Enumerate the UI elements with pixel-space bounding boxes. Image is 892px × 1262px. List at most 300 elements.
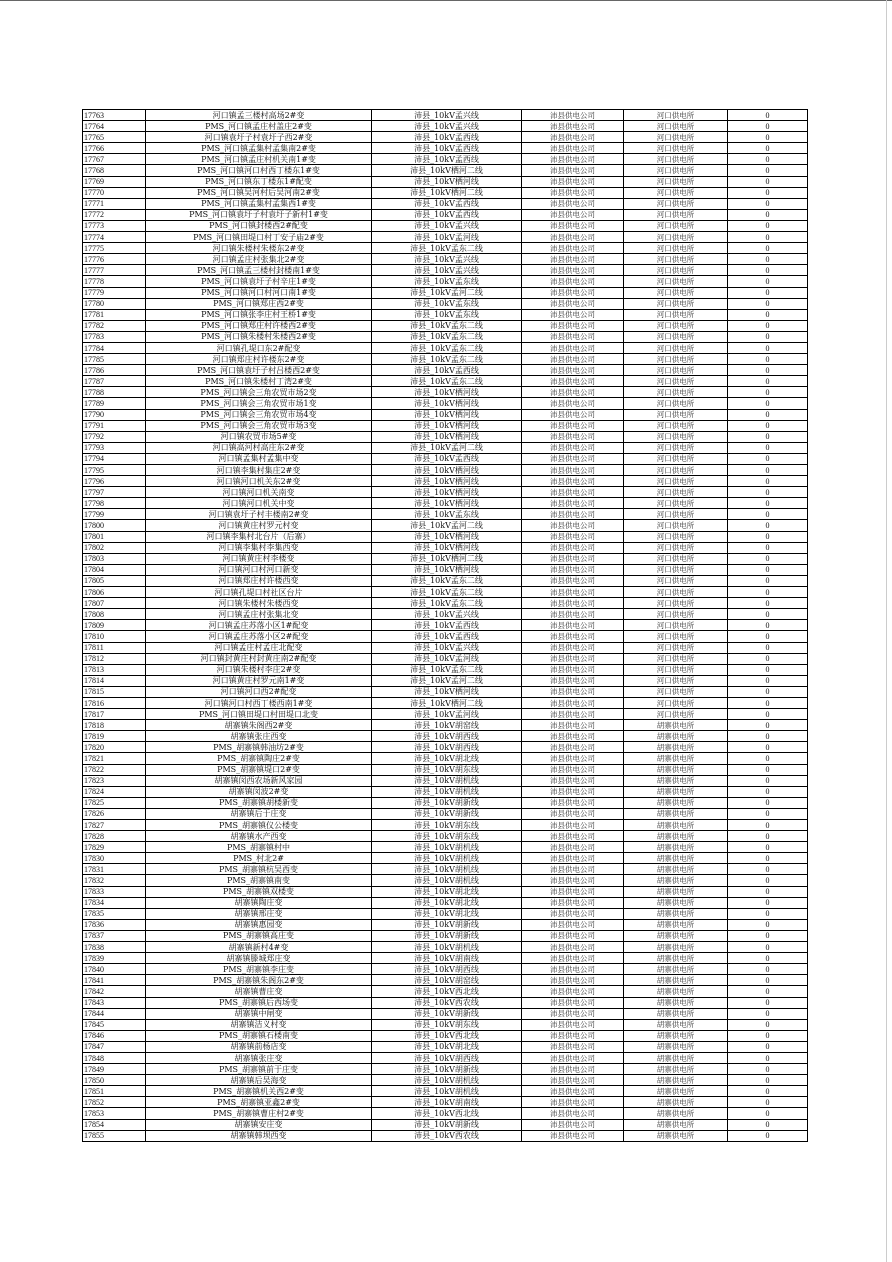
line-name: 沛县_10kV胡机线	[372, 1075, 522, 1086]
line-name: 沛县_10kV胡东线	[372, 831, 522, 842]
station-name: 河口供电所	[624, 387, 728, 398]
company-name: 沛县供电公司	[522, 487, 624, 498]
load-value: 0	[728, 143, 808, 154]
table-row	[83, 176, 808, 187]
company-name: 沛县供电公司	[522, 387, 624, 398]
load-value: 0	[728, 1019, 808, 1030]
table-row	[83, 742, 808, 753]
transformer-name: 河口镇李集村北台片（后寨）	[146, 531, 372, 542]
transformer-name: 河口镇袁圩子村丰楼南2#变	[146, 509, 372, 520]
load-value: 0	[728, 198, 808, 209]
table-row	[83, 387, 808, 398]
line-name: 沛县_10kV胡机线	[372, 786, 522, 797]
station-name: 胡寨供电所	[624, 1097, 728, 1108]
line-name: 沛县_10kV胡东线	[372, 820, 522, 831]
line-name: 沛县_10kV孟河线	[372, 709, 522, 720]
station-name: 河口供电所	[624, 254, 728, 265]
station-name: 河口供电所	[624, 132, 728, 143]
row-id: 17838	[83, 942, 146, 953]
row-id: 17787	[83, 376, 146, 387]
row-id: 17831	[83, 864, 146, 875]
line-name: 沛县_10kV胡机线	[372, 875, 522, 886]
company-name: 沛县供电公司	[522, 1108, 624, 1119]
company-name: 沛县供电公司	[522, 376, 624, 387]
line-name: 沛县_10kV胡新线	[372, 1119, 522, 1130]
table-row	[83, 165, 808, 176]
station-name: 河口供电所	[624, 110, 728, 121]
table-row	[83, 1041, 808, 1052]
company-name: 沛县供电公司	[522, 1097, 624, 1108]
load-value: 0	[728, 387, 808, 398]
row-id: 17770	[83, 187, 146, 198]
company-name: 沛县供电公司	[522, 875, 624, 886]
station-name: 胡寨供电所	[624, 1086, 728, 1097]
company-name: 沛县供电公司	[522, 1052, 624, 1063]
company-name: 沛县供电公司	[522, 442, 624, 453]
transformer-name: 河口镇河口村西丁楼西南1#变	[146, 697, 372, 708]
row-id: 17766	[83, 143, 146, 154]
line-name: 沛县_10kV栖河线	[372, 465, 522, 476]
company-name: 沛县供电公司	[522, 975, 624, 986]
row-id: 17792	[83, 431, 146, 442]
row-id: 17771	[83, 198, 146, 209]
load-value: 0	[728, 132, 808, 143]
line-name: 沛县_10kV孟西线	[372, 154, 522, 165]
transformer-name: PMS_河口镇吴河村后吴河南2#变	[146, 187, 372, 198]
table-row	[83, 431, 808, 442]
transformer-name: 河口镇高河村高庄东2#变	[146, 442, 372, 453]
station-name: 胡寨供电所	[624, 953, 728, 964]
line-name: 沛县_10kV孟兴线	[372, 254, 522, 265]
load-value: 0	[728, 309, 808, 320]
transformer-name: PMS_胡寨镇堤口2#变	[146, 764, 372, 775]
row-id: 17853	[83, 1108, 146, 1119]
row-id: 17822	[83, 764, 146, 775]
station-name: 胡寨供电所	[624, 986, 728, 997]
station-name: 河口供电所	[624, 664, 728, 675]
transformer-name: PMS_河口镇袁圩子村袁圩子新村1#变	[146, 209, 372, 220]
transformer-name: 胡寨镇后吴海变	[146, 1075, 372, 1086]
transformer-name: 河口镇封黄庄村封黄庄南2#配变	[146, 653, 372, 664]
table-row	[83, 720, 808, 731]
table-row	[83, 320, 808, 331]
station-name: 河口供电所	[624, 564, 728, 575]
transformer-name: 河口镇朱楼村李庄2#变	[146, 664, 372, 675]
line-name: 沛县_10kV孟兴线	[372, 265, 522, 276]
company-name: 沛县供电公司	[522, 1130, 624, 1141]
row-id: 17778	[83, 276, 146, 287]
load-value: 0	[728, 953, 808, 964]
transformer-name: 河口镇郑庄村许楼西变	[146, 575, 372, 586]
line-name: 沛县_10kV孟西线	[372, 365, 522, 376]
load-value: 0	[728, 753, 808, 764]
station-name: 河口供电所	[624, 187, 728, 198]
load-value: 0	[728, 176, 808, 187]
transformer-name: PMS_胡寨镇石楼南变	[146, 1030, 372, 1041]
load-value: 0	[728, 997, 808, 1008]
load-value: 0	[728, 897, 808, 908]
table-row	[83, 243, 808, 254]
line-name: 沛县_10kV栖河线	[372, 498, 522, 509]
transformer-table-body	[83, 110, 808, 1142]
transformer-name: 河口镇河口村河口新变	[146, 564, 372, 575]
table-row	[83, 753, 808, 764]
table-row	[83, 453, 808, 464]
company-name: 沛县供电公司	[522, 409, 624, 420]
row-id: 17795	[83, 465, 146, 476]
transformer-name: PMS_胡寨镇朱阁东2#变	[146, 975, 372, 986]
transformer-name: PMS_胡寨镇双楼变	[146, 886, 372, 897]
line-name: 沛县_10kV胡新线	[372, 1064, 522, 1075]
transformer-name: 河口镇孟庄苏落小区2#配变	[146, 631, 372, 642]
company-name: 沛县供电公司	[522, 587, 624, 598]
station-name: 河口供电所	[624, 354, 728, 365]
table-row	[83, 1086, 808, 1097]
load-value: 0	[728, 1041, 808, 1052]
table-row	[83, 1108, 808, 1119]
transformer-name: 胡寨镇韩坝西变	[146, 1130, 372, 1141]
line-name: 沛县_10kV胡东线	[372, 764, 522, 775]
table-row	[83, 198, 808, 209]
table-row	[83, 820, 808, 831]
load-value: 0	[728, 442, 808, 453]
load-value: 0	[728, 409, 808, 420]
row-id: 17796	[83, 476, 146, 487]
line-name: 沛县_10kV胡窑线	[372, 720, 522, 731]
load-value: 0	[728, 764, 808, 775]
row-id: 17810	[83, 631, 146, 642]
load-value: 0	[728, 864, 808, 875]
station-name: 河口供电所	[624, 465, 728, 476]
row-id: 17852	[83, 1097, 146, 1108]
line-name: 沛县_10kV胡机线	[372, 842, 522, 853]
transformer-name: PMS_河口镇袁圩子村辛庄1#变	[146, 276, 372, 287]
row-id: 17833	[83, 886, 146, 897]
line-name: 沛县_10kV孟兴线	[372, 609, 522, 620]
company-name: 沛县供电公司	[522, 808, 624, 819]
row-id: 17776	[83, 254, 146, 265]
load-value: 0	[728, 121, 808, 132]
load-value: 0	[728, 686, 808, 697]
line-name: 沛县_10kV栖河线	[372, 431, 522, 442]
station-name: 胡寨供电所	[624, 964, 728, 975]
row-id: 17817	[83, 709, 146, 720]
line-name: 沛县_10kV西北线	[372, 1030, 522, 1041]
station-name: 胡寨供电所	[624, 820, 728, 831]
row-id: 17836	[83, 919, 146, 930]
transformer-name: 河口镇黄庄村罗元村变	[146, 520, 372, 531]
load-value: 0	[728, 1008, 808, 1019]
load-value: 0	[728, 553, 808, 564]
station-name: 河口供电所	[624, 154, 728, 165]
company-name: 沛县供电公司	[522, 653, 624, 664]
load-value: 0	[728, 354, 808, 365]
transformer-name: 胡寨镇陶庄变	[146, 897, 372, 908]
load-value: 0	[728, 265, 808, 276]
load-value: 0	[728, 342, 808, 353]
company-name: 沛县供电公司	[522, 354, 624, 365]
line-name: 沛县_10kV栖河二线	[372, 697, 522, 708]
table-row	[83, 886, 808, 897]
station-name: 胡寨供电所	[624, 1041, 728, 1052]
line-name: 沛县_10kV胡西线	[372, 742, 522, 753]
line-name: 沛县_10kV栖河二线	[372, 553, 522, 564]
company-name: 沛县供电公司	[522, 1008, 624, 1019]
station-name: 胡寨供电所	[624, 942, 728, 953]
load-value: 0	[728, 376, 808, 387]
table-row	[83, 1119, 808, 1130]
row-id: 17788	[83, 387, 146, 398]
company-name: 沛县供电公司	[522, 365, 624, 376]
line-name: 沛县_10kV孟西线	[372, 209, 522, 220]
station-name: 胡寨供电所	[624, 753, 728, 764]
transformer-name: PMS_河口镇封楼西2#配变	[146, 220, 372, 231]
line-name: 沛县_10kV栖河线	[372, 176, 522, 187]
table-row	[83, 542, 808, 553]
table-row	[83, 953, 808, 964]
transformer-name: PMS_胡寨镇韩油坊2#变	[146, 742, 372, 753]
company-name: 沛县供电公司	[522, 897, 624, 908]
company-name: 沛县供电公司	[522, 476, 624, 487]
line-name: 沛县_10kV孟西线	[372, 453, 522, 464]
line-name: 沛县_10kV胡机线	[372, 942, 522, 953]
table-row	[83, 930, 808, 941]
load-value: 0	[728, 1075, 808, 1086]
company-name: 沛县供电公司	[522, 531, 624, 542]
station-name: 河口供电所	[624, 376, 728, 387]
station-name: 胡寨供电所	[624, 997, 728, 1008]
load-value: 0	[728, 942, 808, 953]
company-name: 沛县供电公司	[522, 232, 624, 243]
company-name: 沛县供电公司	[522, 731, 624, 742]
line-name: 沛县_10kV孟河二线	[372, 442, 522, 453]
row-id: 17835	[83, 908, 146, 919]
row-id: 17855	[83, 1130, 146, 1141]
company-name: 沛县供电公司	[522, 176, 624, 187]
company-name: 沛县供电公司	[522, 132, 624, 143]
transformer-name: PMS_胡寨镇高庄变	[146, 930, 372, 941]
table-row	[83, 1130, 808, 1141]
station-name: 胡寨供电所	[624, 775, 728, 786]
transformer-name: 胡寨镇滕城郑庄变	[146, 953, 372, 964]
table-row	[83, 575, 808, 586]
station-name: 河口供电所	[624, 542, 728, 553]
company-name: 沛县供电公司	[522, 520, 624, 531]
load-value: 0	[728, 820, 808, 831]
transformer-name: 河口镇袁圩子村袁圩子西2#变	[146, 132, 372, 143]
company-name: 沛县供电公司	[522, 908, 624, 919]
station-name: 胡寨供电所	[624, 1008, 728, 1019]
load-value: 0	[728, 886, 808, 897]
company-name: 沛县供电公司	[522, 642, 624, 653]
company-name: 沛县供电公司	[522, 1075, 624, 1086]
row-id: 17802	[83, 542, 146, 553]
company-name: 沛县供电公司	[522, 465, 624, 476]
company-name: 沛县供电公司	[522, 997, 624, 1008]
transformer-name: 胡寨镇后于庄变	[146, 808, 372, 819]
line-name: 沛县_10kV栖河线	[372, 564, 522, 575]
line-name: 沛县_10kV栖河线	[372, 487, 522, 498]
load-value: 0	[728, 254, 808, 265]
company-name: 沛县供电公司	[522, 254, 624, 265]
station-name: 河口供电所	[624, 398, 728, 409]
company-name: 沛县供电公司	[522, 420, 624, 431]
transformer-name: 胡寨镇中闸变	[146, 1008, 372, 1019]
table-row	[83, 1075, 808, 1086]
company-name: 沛县供电公司	[522, 675, 624, 686]
station-name: 胡寨供电所	[624, 720, 728, 731]
transformer-name: PMS_胡寨镇李庄变	[146, 964, 372, 975]
load-value: 0	[728, 531, 808, 542]
table-row	[83, 986, 808, 997]
table-row	[83, 942, 808, 953]
page-top-rule	[0, 0, 892, 1]
transformer-name: PMS_河口镇会三角农贸市场3变	[146, 420, 372, 431]
load-value: 0	[728, 853, 808, 864]
transformer-name: 胡寨镇洁义村变	[146, 1019, 372, 1030]
row-id: 17832	[83, 875, 146, 886]
table-row	[83, 653, 808, 664]
line-name: 沛县_10kV栖河线	[372, 387, 522, 398]
row-id: 17813	[83, 664, 146, 675]
station-name: 胡寨供电所	[624, 797, 728, 808]
row-id: 17793	[83, 442, 146, 453]
row-id: 17815	[83, 686, 146, 697]
line-name: 沛县_10kV孟西线	[372, 631, 522, 642]
table-row	[83, 786, 808, 797]
load-value: 0	[728, 964, 808, 975]
row-id: 17818	[83, 720, 146, 731]
row-id: 17837	[83, 930, 146, 941]
load-value: 0	[728, 520, 808, 531]
load-value: 0	[728, 875, 808, 886]
company-name: 沛县供电公司	[522, 953, 624, 964]
company-name: 沛县供电公司	[522, 786, 624, 797]
load-value: 0	[728, 365, 808, 376]
row-id: 17794	[83, 453, 146, 464]
table-row	[83, 265, 808, 276]
table-row	[83, 498, 808, 509]
company-name: 沛县供电公司	[522, 143, 624, 154]
transformer-name: PMS_河口镇田堤口村丁安子庙2#变	[146, 232, 372, 243]
table-row	[83, 731, 808, 742]
row-id: 17768	[83, 165, 146, 176]
transformer-name: 河口镇孟庄村张集北2#变	[146, 254, 372, 265]
transformer-name: PMS_河口镇孟庄村盖庄2#变	[146, 121, 372, 132]
company-name: 沛县供电公司	[522, 309, 624, 320]
company-name: 沛县供电公司	[522, 1119, 624, 1130]
company-name: 沛县供电公司	[522, 831, 624, 842]
transformer-name: PMS_河口镇东丁楼东1#配变	[146, 176, 372, 187]
company-name: 沛县供电公司	[522, 220, 624, 231]
transformer-name: 胡寨镇水产西变	[146, 831, 372, 842]
row-id: 17825	[83, 797, 146, 808]
station-name: 河口供电所	[624, 365, 728, 376]
load-value: 0	[728, 575, 808, 586]
row-id: 17811	[83, 642, 146, 653]
company-name: 沛县供电公司	[522, 842, 624, 853]
table-row	[83, 598, 808, 609]
load-value: 0	[728, 587, 808, 598]
load-value: 0	[728, 720, 808, 731]
row-id: 17798	[83, 498, 146, 509]
table-row	[83, 697, 808, 708]
line-name: 沛县_10kV胡北线	[372, 908, 522, 919]
load-value: 0	[728, 598, 808, 609]
table-row	[83, 997, 808, 1008]
station-name: 胡寨供电所	[624, 975, 728, 986]
station-name: 河口供电所	[624, 198, 728, 209]
load-value: 0	[728, 509, 808, 520]
company-name: 沛县供电公司	[522, 1064, 624, 1075]
line-name: 沛县_10kV胡西线	[372, 964, 522, 975]
station-name: 胡寨供电所	[624, 842, 728, 853]
line-name: 沛县_10kV孟兴线	[372, 220, 522, 231]
transformer-name: PMS_河口镇河口村西丁楼东1#变	[146, 165, 372, 176]
station-name: 河口供电所	[624, 420, 728, 431]
row-id: 17843	[83, 997, 146, 1008]
table-row	[83, 309, 808, 320]
transformer-name: 胡寨镇闵波2#变	[146, 786, 372, 797]
station-name: 河口供电所	[624, 121, 728, 132]
row-id: 17767	[83, 154, 146, 165]
transformer-name: PMS_胡寨镇杭吴西变	[146, 864, 372, 875]
company-name: 沛县供电公司	[522, 620, 624, 631]
load-value: 0	[728, 919, 808, 930]
table-row	[83, 398, 808, 409]
station-name: 胡寨供电所	[624, 1064, 728, 1075]
company-name: 沛县供电公司	[522, 820, 624, 831]
load-value: 0	[728, 1119, 808, 1130]
line-name: 沛县_10kV胡西线	[372, 1052, 522, 1063]
company-name: 沛县供电公司	[522, 930, 624, 941]
transformer-name: 胡寨镇朱阁西2#变	[146, 720, 372, 731]
station-name: 河口供电所	[624, 709, 728, 720]
line-name: 沛县_10kV孟东线	[372, 298, 522, 309]
load-value: 0	[728, 1064, 808, 1075]
line-name: 沛县_10kV胡北线	[372, 897, 522, 908]
line-name: 沛县_10kV胡北线	[372, 1041, 522, 1052]
load-value: 0	[728, 564, 808, 575]
transformer-name: PMS_河口镇孟集村孟集南2#变	[146, 143, 372, 154]
table-row	[83, 1019, 808, 1030]
table-row	[83, 187, 808, 198]
transformer-name: PMS_河口镇孟集村孟集西1#变	[146, 198, 372, 209]
table-row	[83, 1052, 808, 1063]
row-id: 17814	[83, 675, 146, 686]
row-id: 17808	[83, 609, 146, 620]
table-row	[83, 509, 808, 520]
row-id: 17826	[83, 808, 146, 819]
company-name: 沛县供电公司	[522, 664, 624, 675]
line-name: 沛县_10kV孟东线	[372, 309, 522, 320]
station-name: 河口供电所	[624, 265, 728, 276]
table-row	[83, 154, 808, 165]
company-name: 沛县供电公司	[522, 187, 624, 198]
station-name: 河口供电所	[624, 520, 728, 531]
station-name: 胡寨供电所	[624, 786, 728, 797]
load-value: 0	[728, 975, 808, 986]
station-name: 胡寨供电所	[624, 1108, 728, 1119]
transformer-name: PMS_胡寨镇机关西2#变	[146, 1086, 372, 1097]
line-name: 沛县_10kV西农线	[372, 997, 522, 1008]
station-name: 河口供电所	[624, 320, 728, 331]
station-name: 胡寨供电所	[624, 897, 728, 908]
row-id: 17781	[83, 309, 146, 320]
station-name: 胡寨供电所	[624, 831, 728, 842]
line-name: 沛县_10kV孟河二线	[372, 675, 522, 686]
row-id: 17816	[83, 697, 146, 708]
